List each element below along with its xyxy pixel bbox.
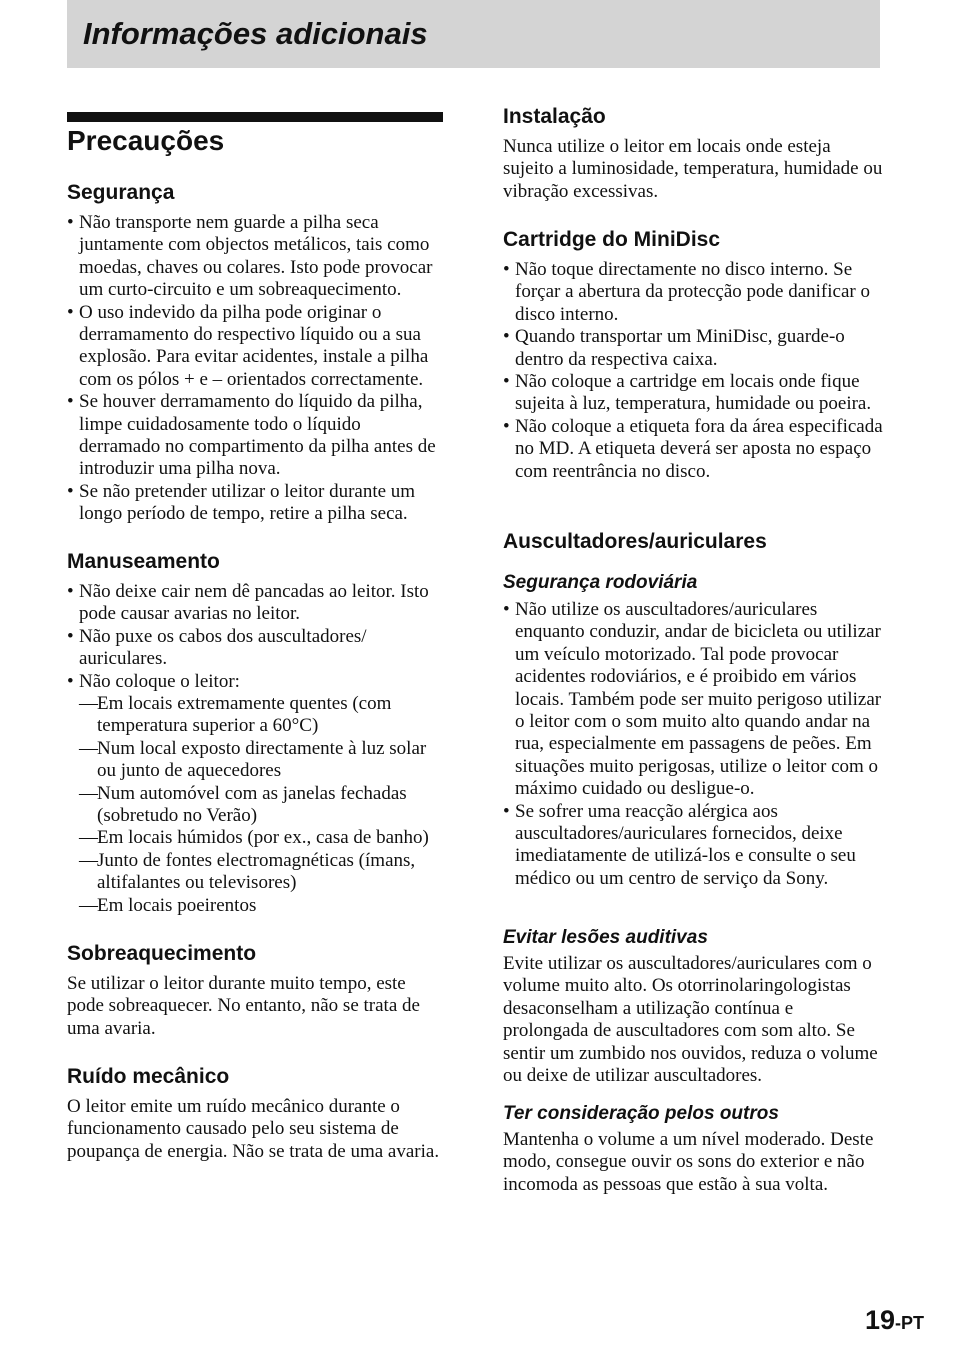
- list-item: • Não coloque a etiqueta fora da área especificada no MD. A etiqueta deverá ser aposta no espaço com reentrância no disco.: [503, 416, 883, 483]
- list-item: • Se sofrer uma reacção alérgica aos auscultadores/auriculares fornecidos, deixe imediatamente de utilizá-los e consulte o seu médico ou um centro de serviço da Sony.: [503, 801, 883, 891]
- list-item: • Não utilize os auscultadores/auriculares enquanto conduzir, andar de bicicleta ou utilizar um veículo motorizado. Tal pode provocar acidentes rodoviários, e é proibido em vários locais. Também pode ser muito perigoso utilizar o leitor com o som muito alto quando andar na rua, especialmente em passagens de peões. Em situações muito perigosas, utilize o leitor com o máximo cuidado ou desligue-o.: [503, 599, 883, 801]
- list-item: • Não transporte nem guarde a pilha seca juntamente com objectos metálicos, tais como moedas, chaves ou colares. Isto pode provocar um curto-circuito e um sobreaquecimento.: [67, 212, 445, 302]
- list-item: • Não coloque o leitor:: [67, 671, 445, 693]
- lesoes-text-block: [503, 953, 883, 1087]
- rodoviaria-list: [503, 599, 883, 890]
- heading-ruido-mecanico: Ruído mecânico: [67, 1065, 230, 1088]
- page-number: [865, 1305, 924, 1336]
- page-number-value: 19: [864, 1305, 895, 1335]
- header-banner: [67, 0, 880, 68]
- section-title-precaucoes: Precauções: [67, 125, 225, 156]
- instalacao-text-block: [503, 136, 883, 203]
- list-subitem: — Junto de fontes electromagnéticas (ímans, altifalantes ou televisores): [67, 850, 445, 895]
- list-item: • Não puxe os cabos dos auscultadores/ auriculares.: [67, 626, 445, 671]
- seguranca-list: [67, 212, 445, 526]
- ruido-text-block: [67, 1096, 445, 1163]
- list-item: • Quando transportar um MiniDisc, guarde-o dentro da respectiva caixa.: [503, 326, 883, 371]
- list-item: • Se houver derramamento do líquido da pilha, limpe cuidadosamente todo o líquido derramado no compartimento da pilha antes de introduzir uma pilha nova.: [67, 391, 445, 481]
- heading-sobreaquecimento: Sobreaquecimento: [67, 942, 257, 965]
- consideracao-text-block: [503, 1129, 883, 1196]
- page-title: Informações adicionais: [83, 16, 428, 51]
- heading-cartridge: Cartridge do MiniDisc: [503, 228, 721, 251]
- list-subitem: — Num automóvel com as janelas fechadas (sobretudo no Verão): [67, 783, 445, 828]
- heading-instalacao: Instalação: [503, 105, 606, 128]
- list-subitem: — Em locais extremamente quentes (com temperatura superior a 60°C): [67, 693, 445, 738]
- list-item: • Não deixe cair nem dê pancadas ao leitor. Isto pode causar avarias no leitor.: [67, 581, 445, 626]
- manuseamento-list: [67, 581, 445, 917]
- list-item: • Se não pretender utilizar o leitor durante um longo período de tempo, retire a pilha seca.: [67, 481, 445, 526]
- heading-manuseamento: Manuseamento: [67, 550, 220, 573]
- ruido-text: O leitor emite um ruído mecânico durante o funcionamento causado pelo seu sistema de poupança de energia. Não se trata de uma avaria.: [67, 1096, 440, 1162]
- manuseamento-sublist: [67, 693, 445, 917]
- heading-seguranca: Segurança: [67, 181, 175, 204]
- subheading-seguranca-rodoviaria: Segurança rodoviária: [503, 572, 698, 593]
- list-subitem: — Em locais húmidos (por ex., casa de banho): [67, 827, 445, 849]
- consideracao-text: Mantenha o volume a um nível moderado. Deste modo, consegue ouvir os sons do exterior e não incomoda as pessoas que estão à sua volta.: [503, 1129, 874, 1195]
- heading-auscultadores: Auscultadores/auriculares: [503, 530, 767, 553]
- cartridge-list: [503, 259, 883, 483]
- list-item: • Não toque directamente no disco interno. Se forçar a abertura da protecção pode danificar o disco interno.: [503, 259, 883, 326]
- list-subitem: — Em locais poeirentos: [67, 895, 445, 917]
- list-item: • Não coloque a cartridge em locais onde fique sujeita à luz, temperatura, humidade ou poeira.: [503, 371, 883, 416]
- sobreaquecimento-text-block: [67, 973, 445, 1040]
- instalacao-text: Nunca utilize o leitor em locais onde esteja sujeito a luminosidade, temperatura, humidade ou vibração excessivas.: [503, 136, 883, 202]
- page-number-suffix: -PT: [895, 1313, 924, 1333]
- lesoes-text: Evite utilizar os auscultadores/auriculares com o volume muito alto. Os otorrinolaringologistas desaconselham a utilização contínua e prolongada de auscultadores com som alto. Se sentir um zumbido nos ouvidos, reduza o volume ou deixe de utilizar auscultadores.: [503, 953, 878, 1087]
- list-subitem: — Num local exposto directamente à luz solar ou junto de aquecedores: [67, 738, 445, 783]
- section-rule: [67, 112, 443, 122]
- subheading-evitar-lesoes: Evitar lesões auditivas: [503, 927, 708, 948]
- list-item: • O uso indevido da pilha pode originar o derramamento do respectivo líquido ou a sua explosão. Para evitar acidentes, instale a pilha com os pólos + e – orientados correctamente.: [67, 302, 445, 392]
- subheading-consideracao: Ter consideração pelos outros: [503, 1103, 779, 1124]
- sobreaquecimento-text: Se utilizar o leitor durante muito tempo, este pode sobreaquecer. No entanto, não se trata de uma avaria.: [67, 973, 420, 1039]
